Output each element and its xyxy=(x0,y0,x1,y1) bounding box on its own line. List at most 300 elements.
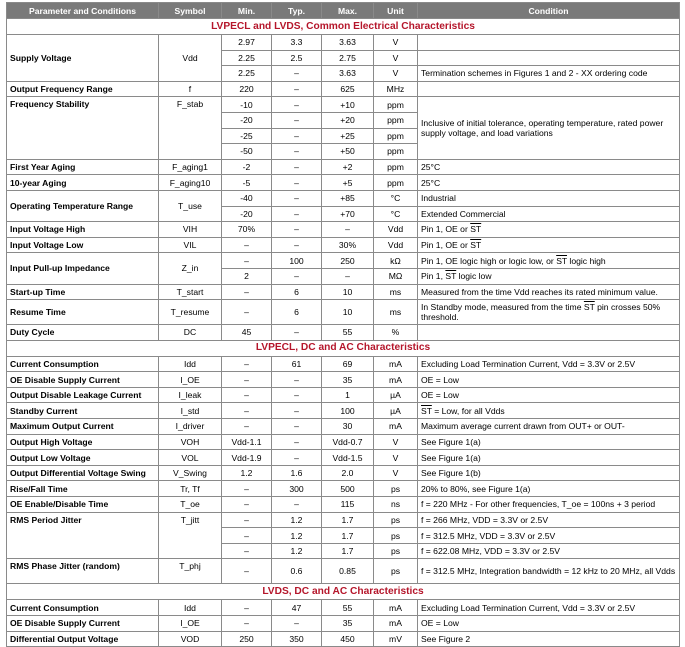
table-row xyxy=(7,465,680,481)
typ-cell: – xyxy=(272,206,322,222)
header-min: Min. xyxy=(222,3,272,19)
condition-cell xyxy=(418,481,680,497)
typ-cell: – xyxy=(272,81,322,97)
max-cell: +10 xyxy=(322,97,374,113)
section-title-row xyxy=(7,584,680,600)
parameter-cell: First Year Aging xyxy=(7,159,159,175)
symbol-cell: I_OE xyxy=(159,372,222,388)
typ-cell: 1.6 xyxy=(272,465,322,481)
typ-cell: – xyxy=(272,159,322,175)
symbol-cell: F_aging1 xyxy=(159,159,222,175)
min-cell: – xyxy=(222,284,272,300)
parameter-cell: Operating Temperature Range xyxy=(7,190,159,221)
unit-cell: MΩ xyxy=(374,268,418,284)
typ-cell: – xyxy=(272,222,322,238)
typ-cell: – xyxy=(272,190,322,206)
condition-text: 20% to 80%, see Figure 1(a) xyxy=(421,483,531,494)
symbol-cell: T_use xyxy=(159,190,222,221)
max-cell: 1.7 xyxy=(322,512,374,528)
unit-cell: ps xyxy=(374,559,418,584)
min-cell: – xyxy=(222,253,272,269)
max-cell: 2.75 xyxy=(322,50,374,66)
condition-text: Pin 1, OE logic high or logic low, or xyxy=(421,255,557,266)
table-row xyxy=(7,559,680,584)
max-cell: 30 xyxy=(322,419,374,435)
condition-text: 25°C xyxy=(421,162,441,173)
condition-text: See Figure 2 xyxy=(421,633,471,644)
unit-cell: % xyxy=(374,325,418,341)
symbol-cell: I_driver xyxy=(159,419,222,435)
unit-cell: µA xyxy=(374,387,418,403)
typ-cell: – xyxy=(272,434,322,450)
table-row xyxy=(7,237,680,253)
condition-cell xyxy=(418,206,680,222)
min-cell: 45 xyxy=(222,325,272,341)
symbol-cell: T_oe xyxy=(159,497,222,513)
min-cell: 250 xyxy=(222,631,272,647)
max-cell: 10 xyxy=(322,284,374,300)
condition-cell xyxy=(418,190,680,206)
table-row xyxy=(7,97,680,113)
condition-cell xyxy=(418,325,680,341)
unit-cell: V xyxy=(374,35,418,51)
section-title: LVDS, DC and AC Characteristics xyxy=(7,584,680,600)
unit-cell: Vdd xyxy=(374,237,418,253)
table-row xyxy=(7,372,680,388)
typ-cell: – xyxy=(272,403,322,419)
typ-cell: – xyxy=(272,128,322,144)
parameter-cell: Start-up Time xyxy=(7,284,159,300)
condition-cell xyxy=(418,159,680,175)
max-cell: 3.63 xyxy=(322,66,374,82)
max-cell: 10 xyxy=(322,300,374,325)
symbol-cell: VIH xyxy=(159,222,222,238)
unit-cell: V xyxy=(374,50,418,66)
max-cell: – xyxy=(322,268,374,284)
max-cell: +25 xyxy=(322,128,374,144)
max-cell: 250 xyxy=(322,253,374,269)
condition-cell xyxy=(418,497,680,513)
unit-cell: ps xyxy=(374,512,418,528)
condition-text: Pin 1, xyxy=(421,271,446,282)
parameter-cell: Output Disable Leakage Current xyxy=(7,387,159,403)
symbol-cell: VOD xyxy=(159,631,222,647)
condition-text: Inclusive of initial tolerance, operating temperature, rated power supply voltage, and load variations xyxy=(421,117,664,139)
condition-cell xyxy=(418,465,680,481)
table-row xyxy=(7,419,680,435)
unit-cell: V xyxy=(374,434,418,450)
parameter-cell: 10-year Aging xyxy=(7,175,159,191)
table-row xyxy=(7,325,680,341)
table-row xyxy=(7,300,680,325)
max-cell: – xyxy=(322,222,374,238)
table-row xyxy=(7,190,680,206)
condition-cell xyxy=(418,450,680,466)
max-cell: 35 xyxy=(322,372,374,388)
condition-text-suffix: = Low, for all Vdds xyxy=(431,405,505,416)
table-row xyxy=(7,356,680,372)
unit-cell: mA xyxy=(374,419,418,435)
min-cell: – xyxy=(222,600,272,616)
parameter-cell: Output Low Voltage xyxy=(7,450,159,466)
table-row xyxy=(7,481,680,497)
unit-cell: V xyxy=(374,450,418,466)
condition-text: f = 312.5 MHz, Integration bandwidth = 12 kHz to 20 MHz, all Vdds xyxy=(421,566,676,577)
symbol-cell: VIL xyxy=(159,237,222,253)
condition-text: Extended Commercial xyxy=(421,208,506,219)
min-cell: -25 xyxy=(222,128,272,144)
condition-text: Maximum average current drawn from OUT+ or OUT- xyxy=(421,421,625,432)
min-cell: -20 xyxy=(222,112,272,128)
symbol-cell: T_resume xyxy=(159,300,222,325)
unit-cell: mA xyxy=(374,600,418,616)
table-row xyxy=(7,497,680,513)
condition-cell xyxy=(418,253,680,269)
max-cell: +85 xyxy=(322,190,374,206)
unit-cell: ppm xyxy=(374,159,418,175)
typ-cell: 300 xyxy=(272,481,322,497)
condition-text: See Figure 1(b) xyxy=(421,468,481,479)
condition-cell xyxy=(418,616,680,632)
min-cell: 2 xyxy=(222,268,272,284)
max-cell: +20 xyxy=(322,112,374,128)
unit-cell: ps xyxy=(374,543,418,559)
condition-cell xyxy=(418,372,680,388)
min-cell: – xyxy=(222,300,272,325)
symbol-cell: I_leak xyxy=(159,387,222,403)
parameter-cell: Differential Output Voltage xyxy=(7,631,159,647)
typ-cell: 0.6 xyxy=(272,559,322,584)
max-cell: +5 xyxy=(322,175,374,191)
min-cell: -50 xyxy=(222,144,272,160)
condition-cell xyxy=(418,434,680,450)
unit-cell: °C xyxy=(374,190,418,206)
max-cell: 1 xyxy=(322,387,374,403)
min-cell: – xyxy=(222,419,272,435)
unit-cell: Vdd xyxy=(374,222,418,238)
max-cell: +50 xyxy=(322,144,374,160)
parameter-cell: OE Disable Supply Current xyxy=(7,616,159,632)
min-cell: 2.25 xyxy=(222,66,272,82)
table-row xyxy=(7,159,680,175)
max-cell: 115 xyxy=(322,497,374,513)
section-title-row xyxy=(7,19,680,35)
table-row xyxy=(7,403,680,419)
parameter-cell: Output Frequency Range xyxy=(7,81,159,97)
typ-cell: 1.2 xyxy=(272,512,322,528)
parameter-cell: Resume Time xyxy=(7,300,159,325)
typ-cell: – xyxy=(272,237,322,253)
parameter-cell: RMS Phase Jitter (random) xyxy=(7,559,159,584)
typ-cell: – xyxy=(272,66,322,82)
electrical-characteristics-table xyxy=(6,2,680,647)
max-cell: 55 xyxy=(322,325,374,341)
condition-cell xyxy=(418,559,680,584)
condition-cell xyxy=(418,35,680,51)
condition-cell xyxy=(418,631,680,647)
min-cell: – xyxy=(222,559,272,584)
condition-cell xyxy=(418,66,680,82)
max-cell: 55 xyxy=(322,600,374,616)
table-row xyxy=(7,512,680,528)
max-cell: Vdd-0.7 xyxy=(322,434,374,450)
table-row xyxy=(7,631,680,647)
condition-text-suffix: logic low xyxy=(456,271,492,282)
header-unit: Unit xyxy=(374,3,418,19)
condition-cell xyxy=(418,268,680,284)
parameter-cell: Supply Voltage xyxy=(7,35,159,82)
max-cell: 0.85 xyxy=(322,559,374,584)
condition-text: See Figure 1(a) xyxy=(421,436,481,447)
parameter-cell: Frequency Stability xyxy=(7,97,159,159)
table-body xyxy=(7,19,680,647)
max-cell: 30% xyxy=(322,237,374,253)
max-cell: +2 xyxy=(322,159,374,175)
typ-cell: 2.5 xyxy=(272,50,322,66)
unit-cell: mA xyxy=(374,356,418,372)
condition-text: Excluding Load Termination Current, Vdd = 3.3V or 2.5V xyxy=(421,358,636,369)
typ-cell: – xyxy=(272,144,322,160)
section-title-row xyxy=(7,340,680,356)
parameter-cell: OE Enable/Disable Time xyxy=(7,497,159,513)
condition-cell xyxy=(418,419,680,435)
symbol-cell: V_Swing xyxy=(159,465,222,481)
symbol-cell: Idd xyxy=(159,600,222,616)
parameter-cell: Standby Current xyxy=(7,403,159,419)
min-cell: -20 xyxy=(222,206,272,222)
condition-text-suffix: pin crosses 50% threshold. xyxy=(421,301,661,323)
section-title: LVPECL and LVDS, Common Electrical Characteristics xyxy=(7,19,680,35)
unit-cell: mV xyxy=(374,631,418,647)
symbol-cell: T_start xyxy=(159,284,222,300)
symbol-cell: I_OE xyxy=(159,616,222,632)
condition-cell xyxy=(418,97,680,159)
unit-cell: ps xyxy=(374,481,418,497)
symbol-cell: F_aging10 xyxy=(159,175,222,191)
condition-cell xyxy=(418,600,680,616)
parameter-cell: Input Voltage High xyxy=(7,222,159,238)
typ-cell: 6 xyxy=(272,300,322,325)
section-title: LVPECL, DC and AC Characteristics xyxy=(7,340,680,356)
symbol-cell: f xyxy=(159,81,222,97)
typ-cell: – xyxy=(272,387,322,403)
condition-text: f = 266 MHz, VDD = 3.3V or 2.5V xyxy=(421,514,549,525)
table-row xyxy=(7,253,680,269)
condition-cell xyxy=(418,543,680,559)
condition-text: f = 220 MHz - For other frequencies, T_oe = 100ns + 3 period xyxy=(421,499,656,510)
condition-text: See Figure 1(a) xyxy=(421,452,481,463)
unit-cell: °C xyxy=(374,206,418,222)
typ-cell: – xyxy=(272,497,322,513)
symbol-cell: T_jitt xyxy=(159,512,222,559)
max-cell: 2.0 xyxy=(322,465,374,481)
overline-signal-name: $\overline{ST}$ xyxy=(556,255,568,266)
unit-cell: ppm xyxy=(374,112,418,128)
unit-cell: µA xyxy=(374,403,418,419)
unit-cell: mA xyxy=(374,372,418,388)
typ-cell: – xyxy=(272,97,322,113)
overline-signal-name: $\overline{ST}$ xyxy=(583,301,595,312)
condition-cell xyxy=(418,387,680,403)
parameter-cell: Output Differential Voltage Swing xyxy=(7,465,159,481)
overline-signal-name: $\overline{ST}$ xyxy=(470,224,482,235)
parameter-cell: Current Consumption xyxy=(7,600,159,616)
min-cell: 220 xyxy=(222,81,272,97)
condition-text: OE = Low xyxy=(421,618,459,629)
symbol-cell: F_stab xyxy=(159,97,222,159)
unit-cell: kΩ xyxy=(374,253,418,269)
symbol-cell: Idd xyxy=(159,356,222,372)
condition-text: In Standby mode, measured from the time xyxy=(421,301,584,312)
unit-cell: MHz xyxy=(374,81,418,97)
condition-text: f = 312.5 MHz, VDD = 3.3V or 2.5V xyxy=(421,530,556,541)
typ-cell: 61 xyxy=(272,356,322,372)
table-row xyxy=(7,222,680,238)
symbol-cell: Vdd xyxy=(159,35,222,82)
unit-cell: ns xyxy=(374,497,418,513)
condition-text: OE = Low xyxy=(421,390,459,401)
symbol-cell: Tr, Tf xyxy=(159,481,222,497)
condition-text: Industrial xyxy=(421,193,456,204)
condition-cell xyxy=(418,81,680,97)
max-cell: 3.63 xyxy=(322,35,374,51)
overline-signal-name: $\overline{ST}$ xyxy=(470,240,482,251)
header-max: Max. xyxy=(322,3,374,19)
table-row xyxy=(7,81,680,97)
min-cell: Vdd-1.9 xyxy=(222,450,272,466)
condition-text: 25°C xyxy=(421,177,441,188)
condition-text: f = 622.08 MHz, VDD = 3.3V or 2.5V xyxy=(421,546,561,557)
min-cell: -5 xyxy=(222,175,272,191)
unit-cell: ppm xyxy=(374,128,418,144)
typ-cell: 1.2 xyxy=(272,543,322,559)
parameter-cell: Output High Voltage xyxy=(7,434,159,450)
min-cell: – xyxy=(222,512,272,528)
parameter-cell: Duty Cycle xyxy=(7,325,159,341)
max-cell: 35 xyxy=(322,616,374,632)
unit-cell: ms xyxy=(374,284,418,300)
min-cell: – xyxy=(222,356,272,372)
min-cell: 2.97 xyxy=(222,35,272,51)
typ-cell: – xyxy=(272,325,322,341)
min-cell: – xyxy=(222,543,272,559)
symbol-cell: Z_in xyxy=(159,253,222,284)
typ-cell: – xyxy=(272,175,322,191)
header-symbol: Symbol xyxy=(159,3,222,19)
table-row xyxy=(7,175,680,191)
max-cell: 1.7 xyxy=(322,528,374,544)
typ-cell: – xyxy=(272,372,322,388)
table-row xyxy=(7,284,680,300)
typ-cell: 3.3 xyxy=(272,35,322,51)
condition-cell xyxy=(418,356,680,372)
condition-cell xyxy=(418,237,680,253)
min-cell: – xyxy=(222,403,272,419)
symbol-cell: DC xyxy=(159,325,222,341)
header-typ: Typ. xyxy=(272,3,322,19)
max-cell: 69 xyxy=(322,356,374,372)
table-row xyxy=(7,450,680,466)
min-cell: -10 xyxy=(222,97,272,113)
min-cell: – xyxy=(222,237,272,253)
condition-cell xyxy=(418,512,680,528)
parameter-cell: OE Disable Supply Current xyxy=(7,372,159,388)
condition-text: Measured from the time Vdd reaches its rated minimum value. xyxy=(421,286,658,297)
typ-cell: – xyxy=(272,112,322,128)
condition-cell xyxy=(418,403,680,419)
max-cell: Vdd-1.5 xyxy=(322,450,374,466)
min-cell: – xyxy=(222,387,272,403)
parameter-cell: Input Pull-up Impedance xyxy=(7,253,159,284)
symbol-cell: T_phj xyxy=(159,559,222,584)
typ-cell: 6 xyxy=(272,284,322,300)
condition-text-suffix: logic high xyxy=(567,255,606,266)
min-cell: -2 xyxy=(222,159,272,175)
parameter-cell: RMS Period Jitter xyxy=(7,512,159,559)
min-cell: – xyxy=(222,528,272,544)
condition-text: Termination schemes in Figures 1 and 2 - XX ordering code xyxy=(421,68,648,79)
typ-cell: 47 xyxy=(272,600,322,616)
table-row xyxy=(7,600,680,616)
symbol-cell: VOH xyxy=(159,434,222,450)
condition-text: Pin 1, OE or xyxy=(421,240,471,251)
table-header-row xyxy=(7,3,680,19)
unit-cell: V xyxy=(374,465,418,481)
table-row xyxy=(7,35,680,51)
min-cell: Vdd-1.1 xyxy=(222,434,272,450)
parameter-cell: Input Voltage Low xyxy=(7,237,159,253)
unit-cell: V xyxy=(374,66,418,82)
typ-cell: – xyxy=(272,450,322,466)
max-cell: 1.7 xyxy=(322,543,374,559)
header-condition: Condition xyxy=(418,3,680,19)
max-cell: 500 xyxy=(322,481,374,497)
min-cell: 70% xyxy=(222,222,272,238)
parameter-cell: Rise/Fall Time xyxy=(7,481,159,497)
max-cell: 450 xyxy=(322,631,374,647)
typ-cell: – xyxy=(272,419,322,435)
parameter-cell: Current Consumption xyxy=(7,356,159,372)
typ-cell: 350 xyxy=(272,631,322,647)
min-cell: – xyxy=(222,497,272,513)
min-cell: – xyxy=(222,372,272,388)
max-cell: +70 xyxy=(322,206,374,222)
condition-cell xyxy=(418,175,680,191)
condition-text: Pin 1, OE or xyxy=(421,224,471,235)
unit-cell: ppm xyxy=(374,175,418,191)
table-row xyxy=(7,434,680,450)
condition-cell xyxy=(418,50,680,66)
unit-cell: ppm xyxy=(374,97,418,113)
symbol-cell: VOL xyxy=(159,450,222,466)
min-cell: – xyxy=(222,481,272,497)
condition-text: OE = Low xyxy=(421,374,459,385)
condition-cell xyxy=(418,222,680,238)
unit-cell: ms xyxy=(374,300,418,325)
typ-cell: – xyxy=(272,268,322,284)
unit-cell: ps xyxy=(374,528,418,544)
table-row xyxy=(7,616,680,632)
condition-cell xyxy=(418,300,680,325)
typ-cell: 100 xyxy=(272,253,322,269)
min-cell: 2.25 xyxy=(222,50,272,66)
unit-cell: ppm xyxy=(374,144,418,160)
parameter-cell: Maximum Output Current xyxy=(7,419,159,435)
unit-cell: mA xyxy=(374,616,418,632)
table-row xyxy=(7,387,680,403)
typ-cell: 1.2 xyxy=(272,528,322,544)
overline-signal-name: $\overline{ST}$ xyxy=(421,405,432,416)
